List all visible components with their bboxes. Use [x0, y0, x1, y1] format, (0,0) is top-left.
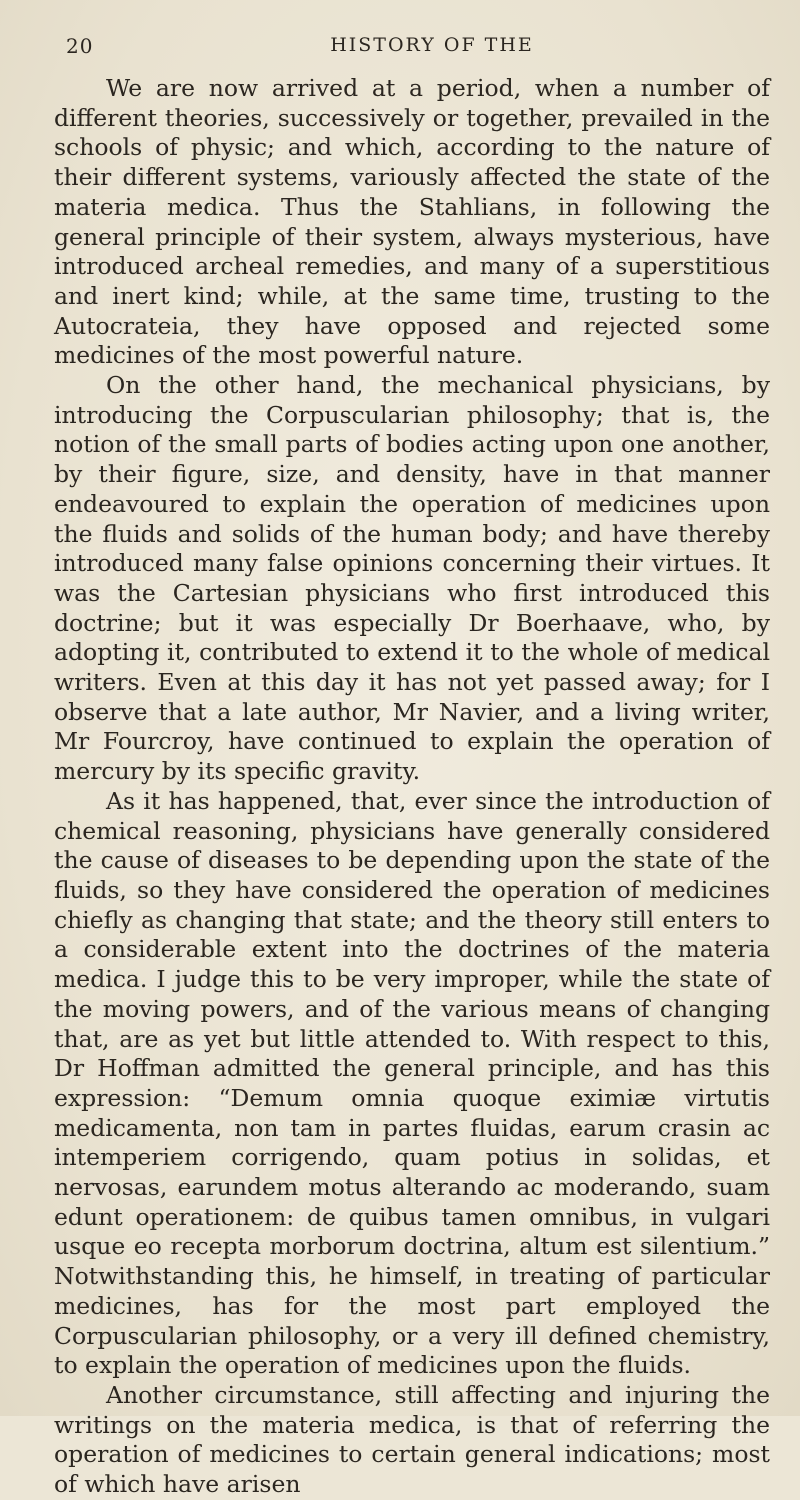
body-text: [54, 74, 770, 1500]
paragraph-mechanical-physicians: On the other hand, the mechanical physicians, by introducing the Corpuscularian philosophy; that is, the notion of the small parts of bodies acting upon one another, by their figure, size, and density, have in that manner endeavoured to explain the operation of medicines upon the fluids and solids of the human body; and have thereby introduced many false opinions concerning their virtues. It was the Cartesian physicians who first introduced this doctrine; but it was especially Dr Boerhaave, who, by adopting it, contributed to extend it to the whole of medical writers. Even at this day it has not yet passed away; for I observe that a late author, Mr Navier, and a living writer, Mr Fourcroy, have continued to explain the operation of mercury by its specific gravity.: [54, 371, 770, 786]
paragraph-general-indications: Another circumstance, still affecting and injuring the writings on the materia medica, is that of referring the operation of medicines to certain general indications; most of which have arisen: [54, 1380, 770, 1499]
paragraph-stahlians: We are now arrived at a period, when a number of different theories, successively or together, prevailed in the schools of physic; and which, according to the nature of their different systems, variously affected the state of the materia medica. Thus the Stahlians, in following the general principle of their system, always mysterious, have introduced archeal remedies, and many of a superstitious and inert kind; while, at the same time, trusting to the Autocrateia, they have opposed and rejected some medicines of the most powerful nature.: [54, 74, 770, 370]
paragraph-chemical-reasoning: As it has happened, that, ever since the introduction of chemical reasoning, physicians have generally considered the cause of diseases to be depending upon the state of the fluids, so they have considered the operation of medicines chiefly as changing that state; and the theory still enters to a considerable extent into the doctrines of the materia medica. I judge this to be very improper, while the state of the moving powers, and of the various means of changing that, are as yet but little attended to. With respect to this, Dr Hoffman admitted the general principle, and has this expression: “Demum omnia quoque eximiæ virtutis medicamenta, non tam in partes fluidas, earum crasin ac intemperiem corrigendo, quam potius in solidas, et nervosas, earundem motus alterando ac moderando, suam edunt operationem: de quibus tamen omnibus, in vulgari usque eo recepta morborum doctrina, altum est silentium.” Notwithstanding this, he himself, in treating of particular medicines, has for the most part employed the Corpuscularian philosophy, or a very ill defined chemistry, to explain the operation of medicines upon the fluids.: [54, 786, 770, 1380]
page-header: [54, 34, 770, 74]
running-head: HISTORY OF THE: [330, 34, 534, 56]
page-number: 20: [66, 34, 94, 58]
